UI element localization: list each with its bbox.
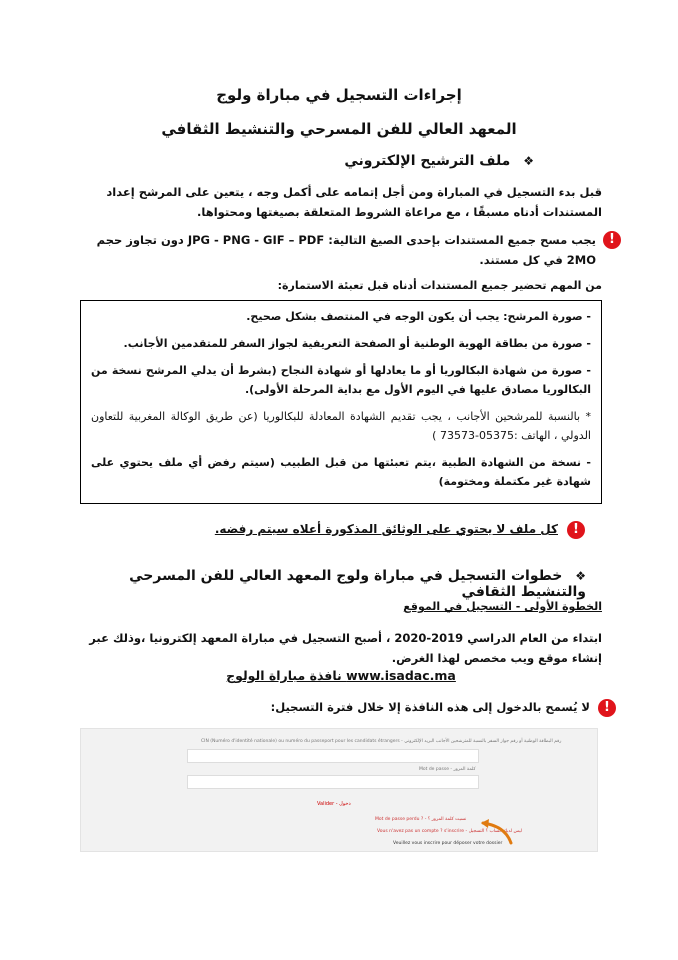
section2-heading [100, 568, 586, 600]
section2-heading-text: خطوات التسجيل في مباراة ولوج المعهد العالي للفن المسرحي والتنشيط الثقافي [129, 568, 586, 600]
step-one-text: ابتداء من العام الدراسي 2019-2020 ، أصبح التسجيل في مباراة المعهد إلكترونيا ،وذلك عبر إنشاء موقع ويب مخصص لهذا الغرض. [89, 631, 602, 665]
password-label: Mot de passe - كلمة المرور [419, 767, 476, 772]
website-link[interactable]: www.isadac.ma نافذة مباراة الولوج [226, 668, 456, 683]
password-input[interactable] [187, 775, 479, 789]
cin-label: CIN (Numéro d'identité nationale) ou numéro du passeport pour les candidats étrangers - رقم البطاقة الوطنية أو رقم جواز السفر بالنسبة للمترشحين الأجانب البريد الإلكتروني [201, 739, 562, 744]
register-link[interactable]: Vous n'avez pas un compte ? s'inscrire - ليس لديك حساب ؟ التسجيل [377, 829, 522, 834]
access-note: لا يُسمح بالدخول إلى هذه النافذة إلا خلال فترة التسجيل: [270, 700, 590, 714]
section1-heading-text: ملف الترشيح الإلكتروني [344, 153, 511, 169]
document-title: إجراءات التسجيل في مباراة ولوج [216, 86, 462, 104]
doc-item-id: - صورة من بطاقة الهوية الوطنية أو الصفحة التعريفية لجواز السفر للمتقدمين الأجانب. [123, 337, 591, 350]
section1-intro: قبل بدء التسجيل في المباراة ومن أجل إتمامه على أكمل وجه ، يتعين على المرشح إعداد المستندات أدناه مسبقًا ، مع مراعاة الشروط المتعلقة بصيغتها ومحتواها. [106, 185, 602, 219]
doc-item-medical: - نسخة من الشهادة الطبية ،يتم تعبئتها من قبل الطبيب (سيتم رفض أي ملف يحتوي على شهادة غير مكتملة ومختومة) [91, 456, 591, 488]
document-subtitle: المعهد العالي للفن المسرحي والتنشيط الثقافي [161, 120, 517, 138]
diamond-bullet-icon: ❖ [523, 154, 534, 168]
warning-icon: ! [567, 521, 585, 539]
forgot-password-link[interactable]: Mot de passe perdu ? - نسيت كلمة المرور ؟ [375, 817, 467, 822]
format-warning: يجب مسح جميع المستندات بإحدى الصيغ التالية: JPG - PNG - GIF – PDF دون تجاوز حجم 2MO في كل مستند. [96, 233, 596, 267]
submit-button[interactable]: Valider - دخول [317, 801, 351, 807]
rejection-note: كل ملف لا يحتوي على الوثائق المذكورة أعلاه سيتم رفضه. [214, 522, 558, 536]
warning-icon: ! [598, 699, 616, 717]
diamond-bullet-icon: ❖ [575, 569, 586, 583]
doc-item-bac: - صورة من شهادة البكالوريا أو ما يعادلها أو شهادة النجاح (بشرط أن يدلي المرشح نسخة من البكالوريا مصادق عليها في اليوم الأول مع بداية المرحلة الأولى). [91, 364, 591, 396]
warning-icon: ! [603, 231, 621, 249]
pre-box-note: من المهم تحضير جميع المستندات أدناه قبل تعبئة الاستمارة: [277, 279, 602, 292]
login-screenshot [80, 728, 598, 852]
doc-item-foreign: * بالنسبة للمرشحين الأجانب ، يجب تقديم الشهادة المعادلة للبكالوريا (عن طريق الوكالة المغربية للتعاون الدولي ، الهاتف :05375-73573 ) [91, 410, 591, 442]
documents-box [80, 300, 602, 504]
step-one-title: الخطوة الأولى - التسجيل في الموقع [403, 600, 602, 613]
section1-heading [154, 153, 534, 169]
register-instruction: Veuillez vous inscrire pour déposer votre dossier [393, 841, 503, 846]
arrow-icon [477, 817, 517, 847]
doc-item-photo: - صورة المرشح: يجب أن يكون الوجه في المنتصف بشكل صحيح. [246, 310, 591, 323]
cin-input[interactable] [187, 749, 479, 763]
